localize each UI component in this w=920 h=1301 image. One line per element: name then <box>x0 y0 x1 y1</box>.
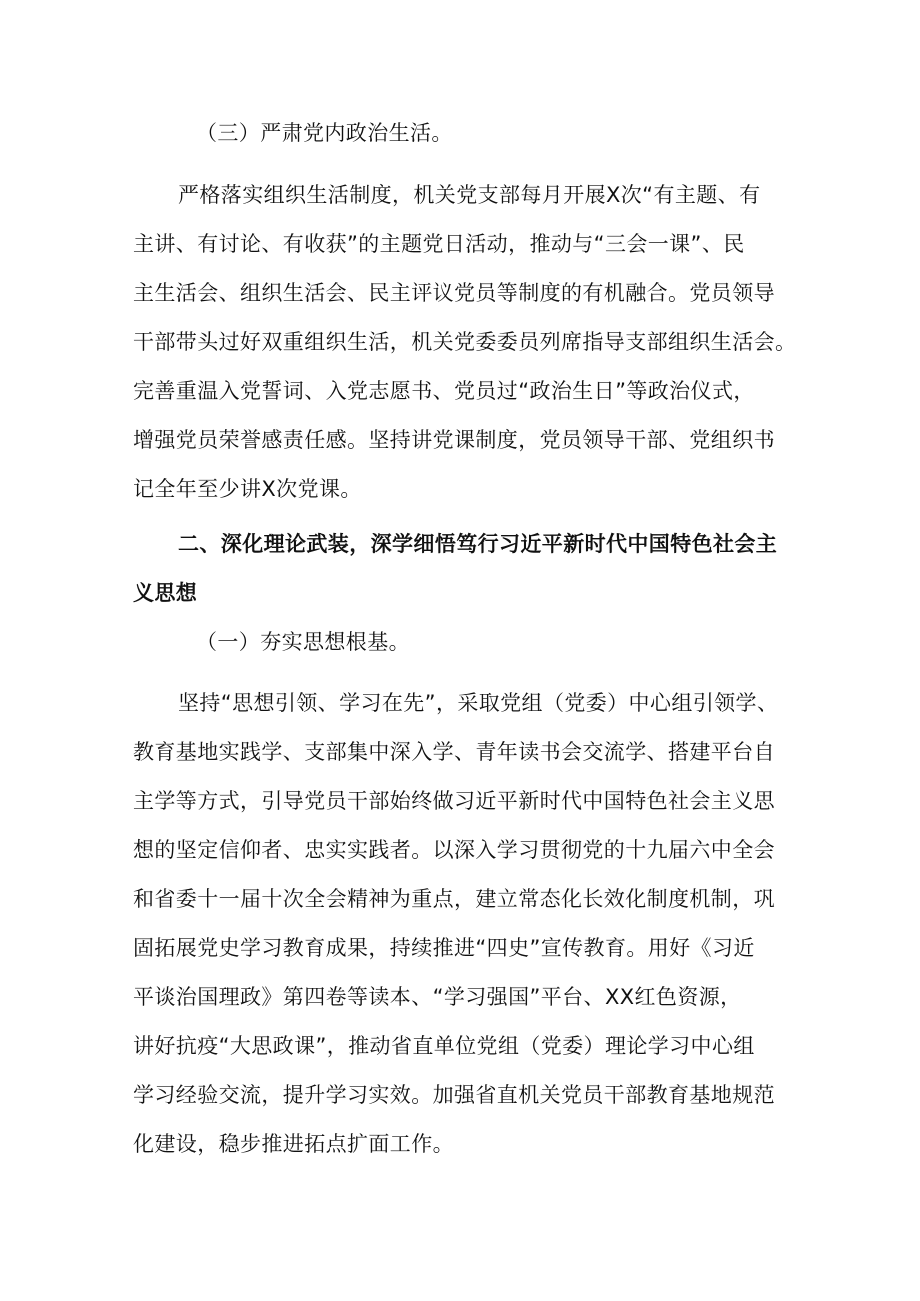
paragraph-line: 化建设，稳步推进拓点扩面工作。 <box>133 1132 454 1156</box>
paragraph-line: 坚持“思想引领、学习在先”，采取党组（党委）中心组引领学、 <box>178 691 779 715</box>
paragraph-line: 干部带头过好双重组织生活，机关党委委员列席指导支部组织生活会。 <box>133 330 797 354</box>
paragraph-line: 严格落实组织生活制度，机关党支部每月开展X次“有主题、有 <box>178 183 761 207</box>
paragraph-line: 主生活会、组织生活会、民主评议党员等制度的有机融合。党员领导 <box>133 281 775 305</box>
paragraph-line: 记全年至少讲X次党课。 <box>133 477 362 501</box>
paragraph-line: 主讲、有讨论、有收获”的主题党日活动，推动与“三会一课”、民 <box>133 232 745 256</box>
paragraph-line: 主学等方式，引导党员干部始终做习近平新时代中国特色社会主义思 <box>133 789 775 813</box>
paragraph-line: 增强党员荣誉感责任感。坚持讲党课制度，党员领导干部、党组织书 <box>133 428 775 452</box>
paragraph-line: 平谈治国理政》第四卷等读本、“学习强国”平台、XX红色资源， <box>133 985 742 1009</box>
paragraph-line: 想的坚定信仰者、忠实实践者。以深入学习贯彻党的十九届六中全会 <box>133 838 775 862</box>
paragraph-line: 完善重温入党誓词、入党志愿书、党员过“政治生日”等政治仪式， <box>133 379 755 403</box>
paragraph-line: 讲好抗疫“大思政课”，推动省直单位党组（党委）理论学习中心组 <box>133 1034 755 1058</box>
chapter-heading-line: 义思想 <box>133 581 198 605</box>
section-heading-1: （一）夯实思想根基。 <box>196 630 410 654</box>
chapter-heading-line: 二、深化理论武装，深学细悟笃行习近平新时代中国特色社会主 <box>178 532 778 556</box>
paragraph-line: 和省委十一届十次全会精神为重点，建立常态化长效化制度机制，巩 <box>133 887 775 911</box>
section-heading-3: （三）严肃党内政治生活。 <box>196 121 453 145</box>
paragraph-line: 教育基地实践学、支部集中深入学、青年读书会交流学、搭建平台自 <box>133 740 775 764</box>
paragraph-line: 学习经验交流，提升学习实效。加强省直机关党员干部教育基地规范 <box>133 1083 775 1107</box>
paragraph-line: 固拓展党史学习教育成果，持续推进“四史”宣传教育。用好《习近 <box>133 936 755 960</box>
